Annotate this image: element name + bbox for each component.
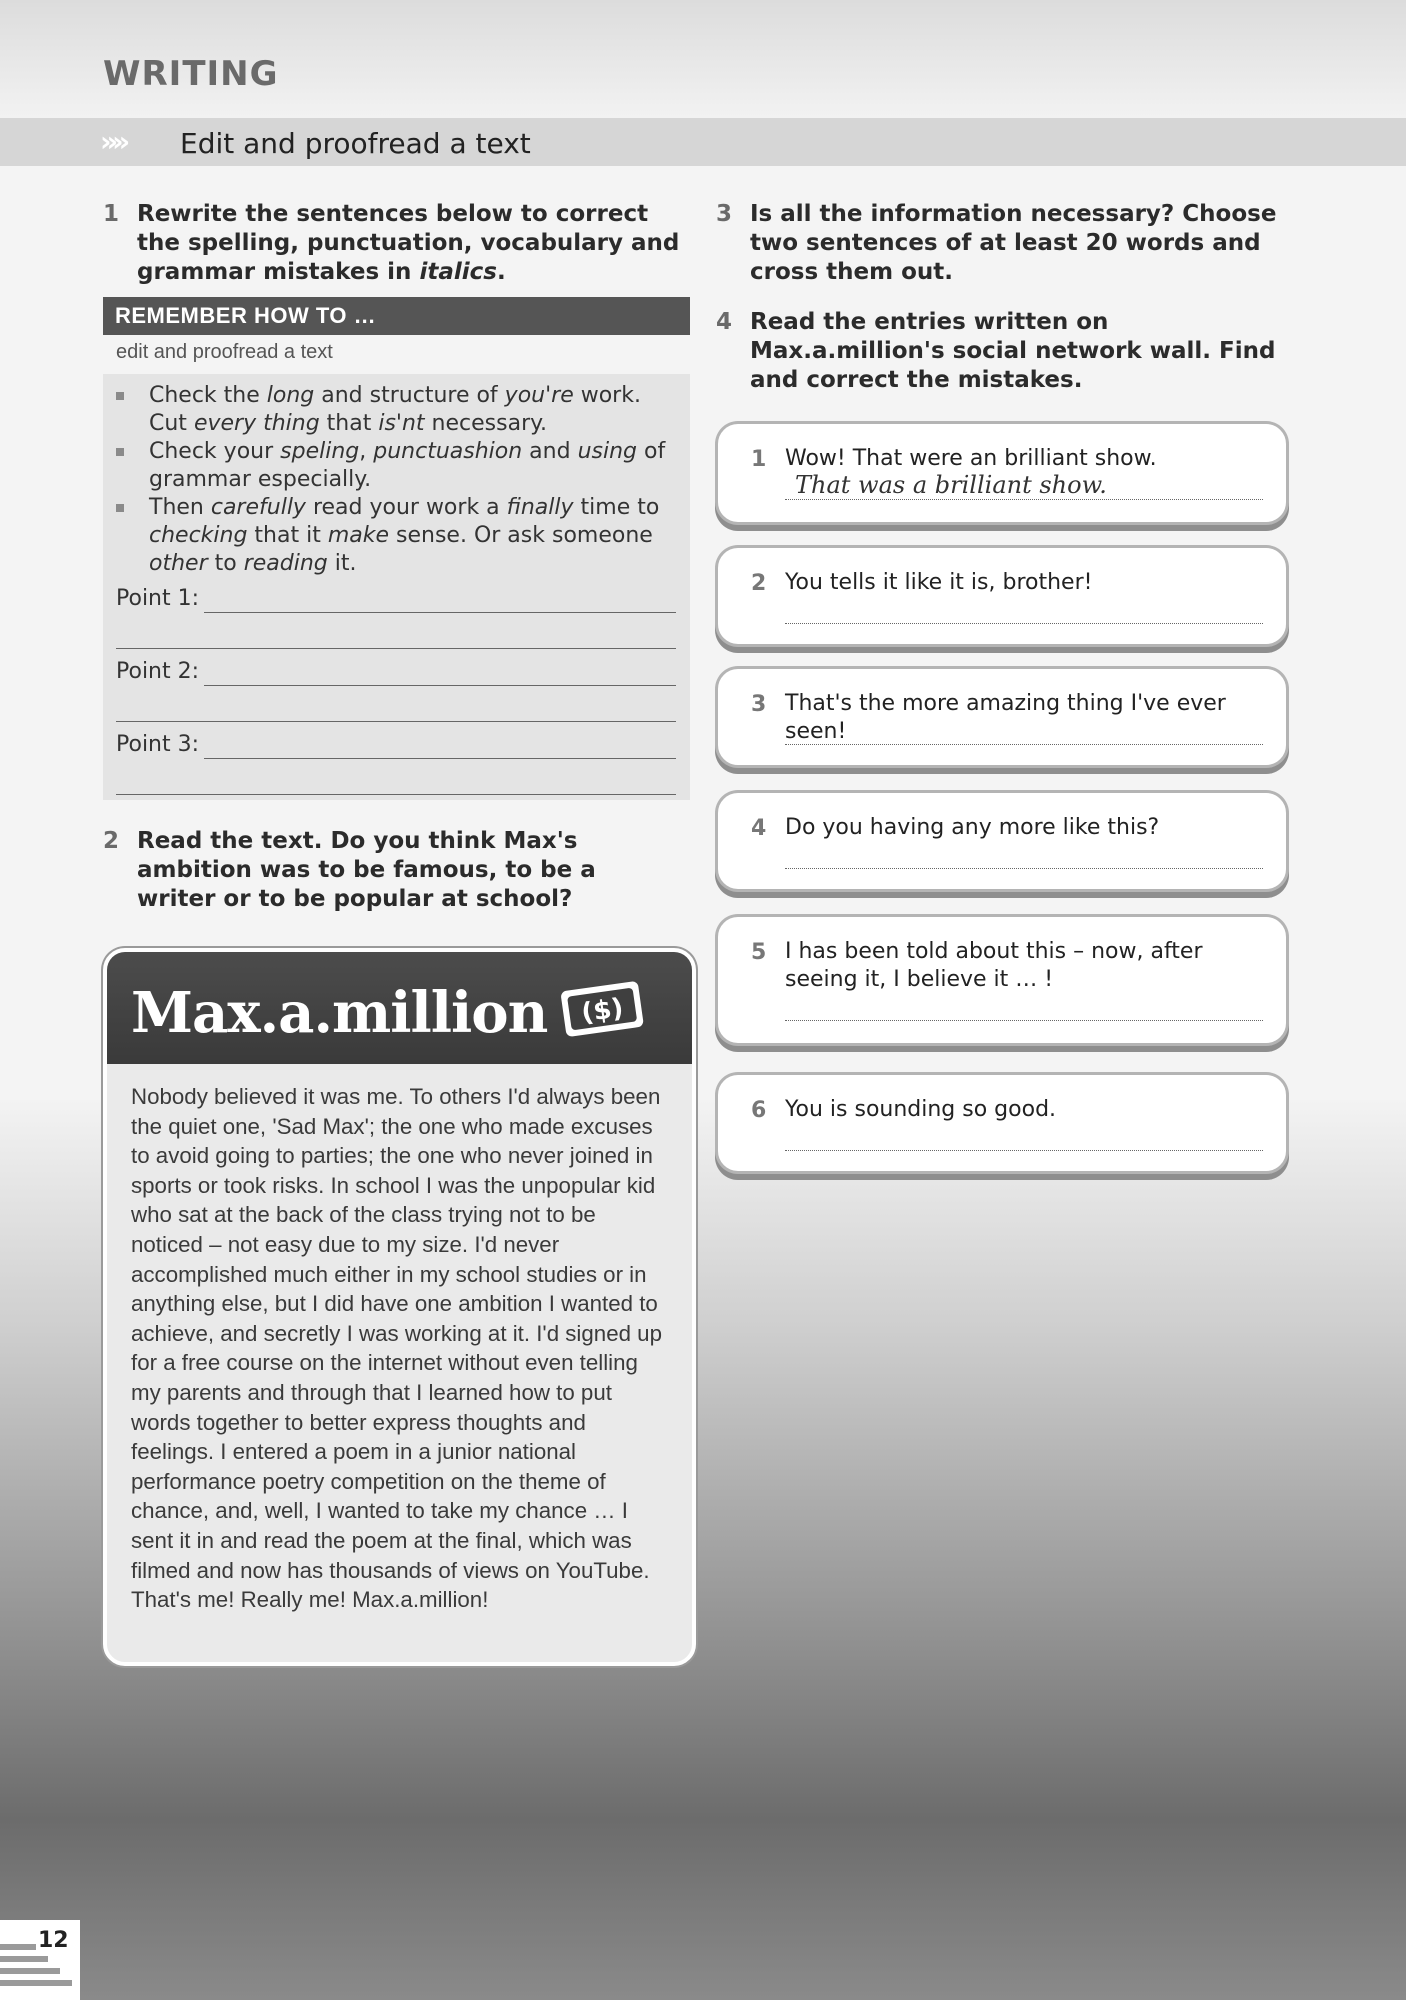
answer-line[interactable] [785,623,1263,624]
task-2 [103,827,663,914]
tip-item: Check the long and structure of you're work. Cut every thing that is'nt necessary. [116,382,676,438]
chevrons-icon: »» [100,125,125,158]
point-1-line[interactable] [204,612,676,613]
post-header [107,952,692,1064]
point-3-line-2[interactable] [116,794,676,795]
task-text: Rewrite the sentences below to correct the spelling, punctuation, vocabulary and grammar mistakes in italics. [137,201,680,285]
task-number: 3 [716,201,733,227]
wall-entry-3 [718,669,1286,765]
task-number: 4 [716,309,733,335]
post-body: Nobody believed it was me. To others I'd always been the quiet one, 'Sad Max'; the one who made excuses to avoid going to parties; the one who never joined in sports or took risks. In school I was the unpopular kid who sat at the back of the class trying not to be noticed – not easy due to my size. I'd never accomplished much either in my school studies or in anything else, but I did have one ambition I wanted to achieve, and secretly I was working at it. I'd signed up for a free course on the internet without even telling my parents and through that I learned how to put words together to better express thoughts and feelings. I entered a poem in a junior national performance poetry competition on the theme of chance, and, well, I wanted to take my chance … I sent it in and read the poem at the final, which was filmed and now has thousands of views on YouTube. That's me! Really me! Max.a.million! [131,1084,662,1613]
entry-number: 3 [751,692,767,717]
wall-entry-6 [718,1075,1286,1171]
entry-text: That's the more amazing thing I've ever seen! [785,691,1226,744]
money-icon [557,978,647,1038]
wall-entry-2 [718,548,1286,644]
point-1-label: Point 1: [116,586,200,611]
remember-bar: REMEMBER HOW TO … [103,297,690,335]
bullet-icon [116,448,124,456]
answer-line[interactable] [785,1020,1263,1021]
page-number: 12 [38,1928,69,1953]
wall-entry-5 [718,917,1286,1043]
answer-line[interactable] [785,1150,1263,1151]
entry-text: I has been told about this – now, after seeing it, I believe it … ! [785,939,1203,992]
point-1-line-2[interactable] [116,648,676,649]
point-3-label: Point 3: [116,732,200,757]
tip-item: Then carefully read your work a finally time to checking that it make sense. Or ask someone other to reading it. [116,494,676,578]
point-3-line[interactable] [204,758,676,759]
wall-entry-1 [718,424,1286,522]
task-text: Read the text. Do you think Max's ambition was to be famous, to be a writer or to be popular at school? [137,828,596,912]
task-text: Is all the information necessary? Choose two sentences of at least 20 words and cross them out. [750,201,1277,285]
wall-entry-4 [718,793,1286,889]
page-subtitle: Edit and proofread a text [180,127,531,160]
entry-text: Do you having any more like this? [785,815,1160,840]
point-2-line[interactable] [204,685,676,686]
task-number: 2 [103,828,120,854]
section-title: WRITING [103,54,279,94]
answer-line[interactable] [785,499,1263,500]
entry-text: You tells it like it is, brother! [785,570,1093,595]
remember-subtitle: edit and proofread a text [116,341,333,363]
subtitle-bar [0,118,1406,166]
tip-item: Check your speling, punctuashion and using of grammar especially. [116,438,676,494]
bullet-icon [116,392,124,400]
task-3 [716,200,1306,287]
money-icon-text: ($) [579,993,626,1029]
entry-number: 4 [751,816,767,841]
entry-text: You is sounding so good. [785,1097,1057,1122]
task-1 [103,200,693,287]
handwritten-answer: That was a brilliant show. [795,471,1107,499]
bullet-icon [116,504,124,512]
point-2-label: Point 2: [116,659,200,684]
max-a-million-post [103,948,696,1666]
post-title: Max.a.million [131,980,548,1046]
point-2-line-2[interactable] [116,721,676,722]
entry-number: 1 [751,447,767,472]
answer-line[interactable] [785,868,1263,869]
entry-number: 2 [751,571,767,596]
task-4 [716,308,1276,395]
task-text: Read the entries written on Max.a.million's social network wall. Find and correct the mistakes. [750,309,1276,393]
entry-text: Wow! That were an brilliant show. [785,446,1157,471]
tips-list [116,382,676,578]
entry-number: 5 [751,940,767,965]
entry-number: 6 [751,1098,767,1123]
task-number: 1 [103,201,120,227]
answer-line[interactable] [785,744,1263,745]
